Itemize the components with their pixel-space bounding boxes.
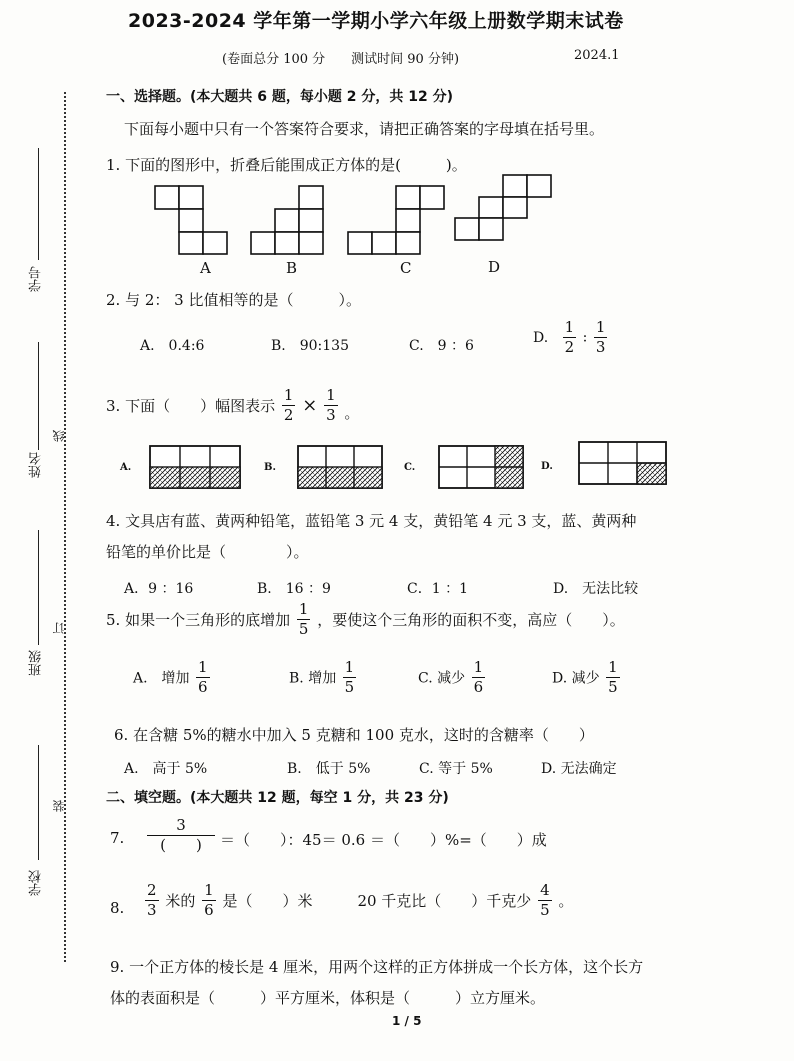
q6-text: 6. 在含糖 5%的糖水中加入 5 克糖和 100 克水，这时的含糖率（ ） [114, 726, 594, 744]
class-blank [38, 530, 39, 645]
q3-figure-c [439, 446, 523, 488]
q3-text-post: 。 [344, 404, 360, 422]
q3-figures [0, 0, 794, 520]
q1-label-a: A [200, 259, 211, 277]
section1-instruction: 下面每小题中只有一个答案符合要求，请把正确答案的字母填在括号里。 [124, 120, 605, 138]
q6-option-a: A. 高于 5% [124, 761, 208, 777]
q1-label-d: D [488, 258, 501, 276]
q8-fraction-1: $\frac{2}{3}$ [147, 881, 157, 919]
exam-meta: (卷面总分 100 分 测试时间 90 分钟) [222, 52, 460, 67]
page-number: 1 / 5 [392, 1014, 422, 1028]
section2-note: (本大题共 12 题，每空 1 分，共 23 分) [190, 790, 449, 806]
q2-text: 2. 与 2： 3 比值相等的是（ ）。 [106, 291, 361, 309]
q3-text-pre: 3. 下面（ ）幅图表示 [106, 397, 276, 415]
q5-option-d: D. 减少 $\frac{1}{5}$ [552, 658, 618, 696]
section2-title: 二、填空题。 [106, 790, 190, 806]
q1-label-b: B [286, 259, 298, 277]
exam-title: 2023-2024 学年第一学期小学六年级上册数学期末试卷 [128, 10, 624, 32]
q2-fraction-2: $\frac{1}{3}$ [595, 318, 606, 356]
q5-text-pre: 5. 如果一个三角形的底增加 [106, 611, 291, 629]
q8-fraction-3: $\frac{4}{5}$ [540, 881, 550, 919]
q8-number: 8. [110, 899, 125, 917]
q3-fraction-1: $\frac{1}{2}$ [283, 386, 294, 424]
q6-option-d: D. 无法确定 [541, 761, 617, 777]
q1-label-c: C [400, 259, 412, 277]
class-label: 班级 [29, 650, 44, 676]
q2-option-d-prefix: D. [533, 329, 549, 346]
binding-mark-ding: 订 [52, 622, 66, 634]
q3-label-b: B. [264, 462, 276, 473]
q3-times-sign: × [302, 395, 318, 416]
q5-option-c: C. 减少 $\frac{1}{6}$ [418, 658, 484, 696]
name-label: 姓名 [29, 452, 44, 478]
q3-fraction-2: $\frac{1}{3}$ [326, 386, 336, 424]
q1-text: 1. 下面的图形中，折叠后能围成正方体的是( )。 [106, 156, 467, 174]
q2-ratio-sign: : [582, 329, 588, 346]
q2-option-a: A. 0.4:6 [140, 338, 205, 354]
q3-figure-b [298, 446, 382, 488]
q2-fraction-1: $\frac{1}{2}$ [564, 318, 575, 356]
q9-line-1: 9. 一个正方体的棱长是 4 厘米，用两个这样的正方体拼成一个长方体，这个长方 [110, 958, 644, 976]
q7-fraction: $\frac{3}{( )}$ [144, 818, 218, 853]
q3-label-d: D. [541, 461, 553, 472]
q2-option-b: B. 90:135 [271, 338, 349, 354]
q3-label-c: C. [404, 462, 416, 473]
q5-fraction: $\frac{1}{5}$ [298, 600, 309, 638]
q4-line-2: 铅笔的单价比是（ ）。 [106, 543, 309, 561]
school-label: 学校 [29, 870, 44, 896]
q9-line-2: 体的表面积是（ ）平方厘米，体积是（ ）立方厘米。 [110, 989, 546, 1007]
exam-date: 2024.1 [574, 48, 620, 63]
q4-option-a: A．9 ：16 [124, 581, 194, 597]
q7-number: 7. [110, 829, 125, 847]
q8-fraction-2: $\frac{1}{6}$ [204, 881, 214, 919]
school-blank [38, 745, 39, 860]
section1-title: 一、选择题。 [106, 89, 190, 105]
q4-option-b: B. 16 ：9 [257, 581, 331, 597]
binding-mark-line: 线 [52, 430, 66, 442]
q6-option-b: B. 低于 5% [287, 761, 371, 777]
binding-mark-zhuang: 装 [52, 800, 66, 812]
q3-label-a: A. [120, 462, 132, 473]
q4-option-d: D. 无法比较 [553, 581, 639, 597]
section2-heading [106, 787, 449, 807]
q7-rest: ＝（ ）：45＝ 0.6 ＝（ ）%=（ ）成 [220, 831, 547, 849]
q8-text: $\frac{2}{3}$ 米的 $\frac{1}{6}$ 是（ ）米 20 千克比（ ）千克少 $\frac{4}{5}$ 。 [147, 881, 574, 919]
q5-option-b: B. 增加 $\frac{1}{5}$ [289, 658, 355, 696]
q6-option-c: C. 等于 5% [419, 761, 493, 777]
section1-note: (本大题共 6 题，每小题 2 分，共 12 分) [190, 89, 454, 105]
q5-option-a: A. 增加 $\frac{1}{6}$ [133, 658, 208, 696]
q4-line-1: 4. 文具店有蓝、黄两种铅笔，蓝铅笔 3 元 4 支，黄铅笔 4 元 3 支，蓝、黄两种 [106, 512, 637, 530]
q2-option-c: C. 9 ：6 [409, 338, 474, 354]
q5-text-post: ，要使这个三角形的面积不变，高应（ ）。 [317, 611, 625, 629]
student-no-label: 学号 [29, 266, 44, 292]
q3-figure-d [579, 442, 666, 484]
q5-text [106, 602, 625, 637]
q3-figure-a [150, 446, 240, 488]
q4-option-c: C．1 ：1 [407, 581, 468, 597]
